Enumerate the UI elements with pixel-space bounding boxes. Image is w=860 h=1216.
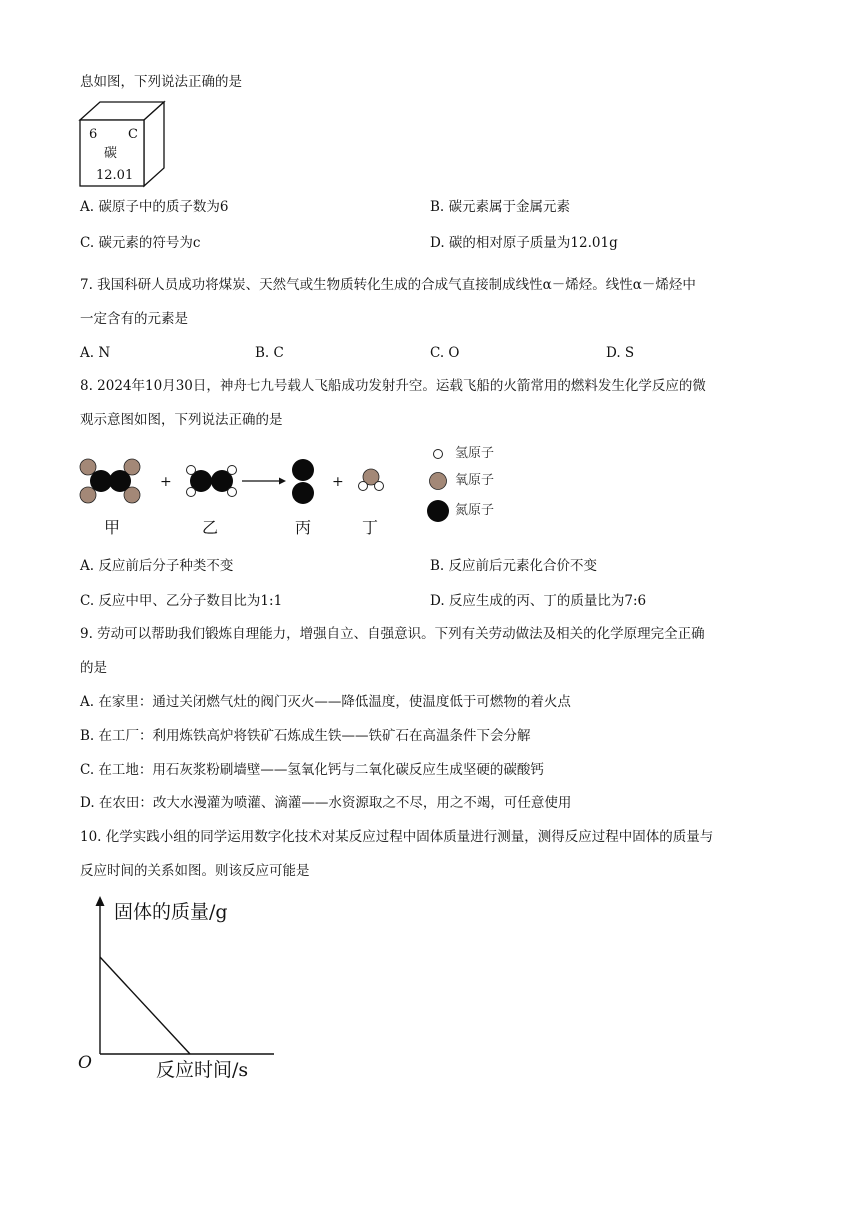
nitrogen-atom	[292, 459, 314, 481]
label-bing: 丙	[295, 518, 312, 537]
molecule-bing	[292, 459, 314, 504]
oxygen-atom	[80, 459, 96, 475]
reaction-diagram	[76, 452, 406, 512]
hydrogen-atom	[187, 466, 196, 475]
y-axis-arrow	[96, 896, 105, 906]
q8-stem-line2: 观示意图如图，下列说法正确的是	[80, 412, 283, 428]
q7-stem-line2: 一定含有的元素是	[80, 311, 188, 327]
q6-option-d[interactable]: D. 碳的相对原子质量为12.01g	[430, 235, 618, 251]
q10-stem-line1: 10. 化学实践小组的同学运用数字化技术对某反应过程中固体质量进行测量，测得反应过程中固体的质量与	[80, 829, 714, 845]
mass-curve	[100, 957, 190, 1054]
hydrogen-atom	[187, 488, 196, 497]
label-yi: 乙	[202, 518, 219, 537]
hydrogen-atom	[228, 466, 237, 475]
q8-stem-line1: 8. 2024年10月30日，神舟七九号载人飞船成功发射升空。运载飞船的火箭常用的燃料发生化学反应的微	[80, 378, 706, 394]
nitrogen-atom	[90, 470, 112, 492]
q9-option-a[interactable]: A. 在家里：通过关闭燃气灶的阀门灭火——降低温度，使温度低于可燃物的着火点	[80, 694, 571, 710]
q6-option-c[interactable]: C. 碳元素的符号为c	[80, 235, 201, 251]
hydrogen-atom	[228, 488, 237, 497]
reaction-arrow	[242, 478, 286, 485]
q7-option-a[interactable]: A. N	[80, 345, 111, 361]
origin-label: O	[78, 1053, 92, 1073]
legend-nitrogen-label: 氮原子	[455, 503, 495, 518]
q9-option-b[interactable]: B. 在工厂：利用炼铁高炉将铁矿石炼成生铁——铁矿石在高温条件下会分解	[80, 728, 531, 744]
plus-sign: +	[332, 474, 344, 490]
hydrogen-atom	[375, 482, 384, 491]
plus-sign: +	[160, 474, 172, 490]
q9-option-d[interactable]: D. 在农田：改大水漫灌为喷灌、滴灌——水资源取之不尽，用之不竭，可任意使用	[80, 795, 572, 811]
legend-oxygen-icon	[427, 470, 449, 492]
q6-option-b[interactable]: B. 碳元素属于金属元素	[430, 199, 571, 215]
q9-stem-line2: 的是	[80, 660, 107, 676]
element-mass: 12.01	[96, 168, 134, 183]
q8-option-a[interactable]: A. 反应前后分子种类不变	[80, 558, 234, 574]
element-symbol: C	[128, 127, 138, 142]
q7-option-d[interactable]: D. S	[606, 345, 635, 361]
q8-option-d[interactable]: D. 反应生成的丙、丁的质量比为7:6	[430, 593, 647, 609]
element-name: 碳	[104, 146, 118, 161]
legend-hydrogen-label: 氢原子	[455, 446, 495, 461]
mass-time-graph	[74, 890, 294, 1090]
oxygen-atom	[80, 487, 96, 503]
q6-option-a[interactable]: A. 碳原子中的质子数为6	[80, 199, 229, 215]
label-ding: 丁	[362, 518, 379, 537]
x-axis-label: 反应时间/s	[156, 1059, 249, 1081]
molecule-jia	[80, 459, 140, 503]
molecule-ding	[359, 469, 384, 491]
element-number: 6	[89, 127, 98, 142]
label-jia: 甲	[104, 518, 121, 537]
q8-option-c[interactable]: C. 反应中甲、乙分子数目比为1:1	[80, 593, 283, 609]
q6-stem-tail: 息如图，下列说法正确的是	[80, 74, 242, 90]
hydrogen-atom	[359, 482, 368, 491]
nitrogen-atom	[109, 470, 131, 492]
q7-option-c[interactable]: C. O	[430, 345, 460, 361]
q9-option-c[interactable]: C. 在工地：用石灰浆粉刷墙壁——氢氧化钙与二氧化碳反应生成坚硬的碳酸钙	[80, 762, 544, 778]
q9-stem-line1: 9. 劳动可以帮助我们锻炼自理能力，增强自立、自强意识。下列有关劳动做法及相关的化学原理完全正确	[80, 626, 705, 642]
q7-stem-line1: 7. 我国科研人员成功将煤炭、天然气或生物质转化生成的合成气直接制成线性α－烯烃。线性α－烯烃中	[80, 277, 696, 293]
q8-option-b[interactable]: B. 反应前后元素化合价不变	[430, 558, 598, 574]
q7-option-b[interactable]: B. C	[255, 345, 284, 361]
legend-nitrogen-icon	[426, 499, 450, 523]
q10-stem-line2: 反应时间的关系如图。则该反应可能是	[80, 863, 310, 879]
legend-hydrogen-icon	[431, 447, 445, 461]
molecule-yi	[187, 466, 237, 497]
element-card	[76, 100, 176, 195]
legend-oxygen-label: 氧原子	[455, 473, 495, 488]
nitrogen-atom	[292, 482, 314, 504]
y-axis-label: 固体的质量/g	[114, 901, 228, 923]
